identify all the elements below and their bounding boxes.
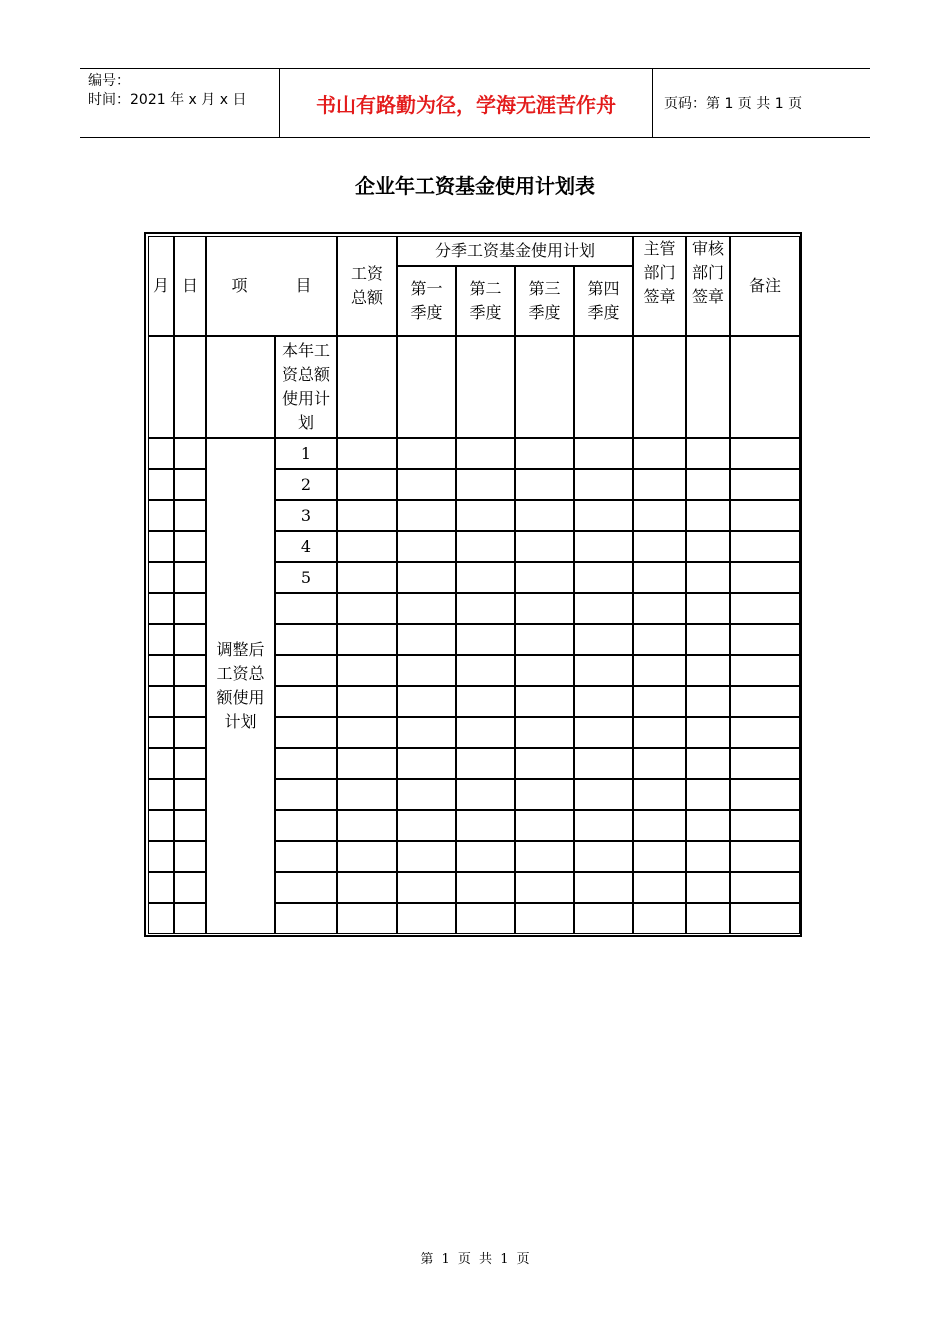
q3-cell [515, 841, 574, 872]
total-cell [337, 748, 397, 779]
month-cell [148, 717, 174, 748]
dept-sign-cell [633, 562, 686, 593]
q4-cell [574, 469, 633, 500]
q1-cell [397, 841, 456, 872]
audit-sign-cell [686, 500, 730, 531]
dept-sign-cell [633, 841, 686, 872]
q4-cell [574, 748, 633, 779]
audit-sign-cell [686, 593, 730, 624]
audit-sign-cell [686, 748, 730, 779]
q3-cell [515, 810, 574, 841]
q1-cell [397, 779, 456, 810]
audit-sign-cell [686, 624, 730, 655]
remarks-cell [730, 438, 800, 469]
month-cell [148, 841, 174, 872]
dept-sign-cell [633, 531, 686, 562]
q3-cell [515, 717, 574, 748]
item-header-a: 项 [231, 276, 248, 295]
q2-cell [456, 500, 515, 531]
remarks-cell [730, 469, 800, 500]
remarks-cell [730, 717, 800, 748]
cell [397, 336, 456, 438]
dept-sign-cell [633, 748, 686, 779]
row-number: 5 [275, 562, 337, 593]
cell [515, 336, 574, 438]
row-number [275, 810, 337, 841]
dept-sign-cell [633, 655, 686, 686]
q3-cell [515, 872, 574, 903]
cell [174, 336, 206, 438]
remarks-cell [730, 531, 800, 562]
day-header: 日 [174, 236, 206, 336]
total-cell [337, 438, 397, 469]
remarks-cell [730, 655, 800, 686]
audit-sign-cell [686, 562, 730, 593]
cell [633, 336, 686, 438]
remarks-cell [730, 810, 800, 841]
total-cell [337, 779, 397, 810]
plan-table [148, 236, 800, 934]
q3-cell [515, 469, 574, 500]
cell [686, 336, 730, 438]
total-cell [337, 717, 397, 748]
remarks-cell [730, 562, 800, 593]
remarks-cell [730, 593, 800, 624]
row-number [275, 717, 337, 748]
plan-table-frame [144, 232, 802, 937]
q1-cell [397, 655, 456, 686]
row-number: 2 [275, 469, 337, 500]
remarks-cell [730, 686, 800, 717]
month-cell [148, 562, 174, 593]
day-cell [174, 438, 206, 469]
q4-cell [574, 624, 633, 655]
remarks-header: 备注 [730, 236, 800, 336]
cell [730, 336, 800, 438]
audit-sign-cell [686, 810, 730, 841]
q4-cell [574, 562, 633, 593]
total-cell [337, 500, 397, 531]
month-cell [148, 872, 174, 903]
cell [337, 336, 397, 438]
month-cell [148, 903, 174, 934]
q2-cell [456, 531, 515, 562]
day-cell [174, 469, 206, 500]
dept-sign-header: 主管部门签章 [633, 236, 686, 336]
q1-cell [397, 531, 456, 562]
row-number [275, 903, 337, 934]
q2-header: 第二季度 [456, 266, 515, 336]
month-cell [148, 469, 174, 500]
table-row [148, 438, 800, 469]
month-cell [148, 810, 174, 841]
total-cell [337, 903, 397, 934]
remarks-cell [730, 779, 800, 810]
q3-cell [515, 686, 574, 717]
dept-sign-cell [633, 779, 686, 810]
month-cell [148, 531, 174, 562]
remarks-cell [730, 500, 800, 531]
q1-cell [397, 872, 456, 903]
audit-sign-cell [686, 469, 730, 500]
q2-cell [456, 686, 515, 717]
day-cell [174, 903, 206, 934]
adjusted-plan-label: 调整后工资总额使用计划 [206, 438, 275, 934]
month-cell [148, 779, 174, 810]
month-cell [148, 500, 174, 531]
motto: 书山有路勤为径，学海无涯苦作舟 [280, 69, 653, 137]
row-number [275, 624, 337, 655]
month-cell [148, 686, 174, 717]
audit-sign-cell [686, 531, 730, 562]
q1-cell [397, 469, 456, 500]
audit-sign-cell [686, 655, 730, 686]
day-cell [174, 624, 206, 655]
q1-header: 第一季度 [397, 266, 456, 336]
q3-cell [515, 655, 574, 686]
day-cell [174, 748, 206, 779]
cell [574, 336, 633, 438]
total-cell [337, 872, 397, 903]
cell [456, 336, 515, 438]
q3-cell [515, 593, 574, 624]
q4-cell [574, 531, 633, 562]
total-cell [337, 531, 397, 562]
row-number: 1 [275, 438, 337, 469]
q4-cell [574, 872, 633, 903]
total-cell [337, 469, 397, 500]
header-meta [80, 69, 280, 137]
row-number: 3 [275, 500, 337, 531]
q3-header: 第三季度 [515, 266, 574, 336]
header-row-1 [148, 236, 800, 266]
total-cell [337, 810, 397, 841]
row-number: 4 [275, 531, 337, 562]
total-cell [337, 655, 397, 686]
q3-cell [515, 903, 574, 934]
q1-cell [397, 624, 456, 655]
q1-cell [397, 686, 456, 717]
remarks-cell [730, 903, 800, 934]
remarks-cell [730, 872, 800, 903]
day-cell [174, 872, 206, 903]
remarks-cell [730, 624, 800, 655]
row-number [275, 686, 337, 717]
q4-cell [574, 686, 633, 717]
document-header [80, 68, 870, 138]
q4-cell [574, 810, 633, 841]
item-header-b: 目 [295, 276, 312, 295]
row-number [275, 655, 337, 686]
q3-cell [515, 624, 574, 655]
q4-cell [574, 500, 633, 531]
total-cell [337, 841, 397, 872]
dept-sign-cell [633, 903, 686, 934]
q1-cell [397, 810, 456, 841]
q1-cell [397, 717, 456, 748]
q3-cell [515, 562, 574, 593]
q2-cell [456, 903, 515, 934]
month-cell [148, 593, 174, 624]
month-cell [148, 748, 174, 779]
day-cell [174, 593, 206, 624]
month-cell [148, 655, 174, 686]
row-number [275, 872, 337, 903]
dept-sign-cell [633, 686, 686, 717]
quarterly-group-header: 分季工资基金使用计划 [397, 236, 633, 266]
q2-cell [456, 841, 515, 872]
cell [148, 336, 174, 438]
q4-cell [574, 903, 633, 934]
dept-sign-cell [633, 872, 686, 903]
total-header: 工资总额 [337, 236, 397, 336]
q2-cell [456, 593, 515, 624]
q4-header: 第四季度 [574, 266, 633, 336]
row-number [275, 748, 337, 779]
audit-sign-cell [686, 779, 730, 810]
audit-sign-cell [686, 872, 730, 903]
page-footer: 第 1 页 共 1 页 [420, 1252, 530, 1267]
month-header: 月 [148, 236, 174, 336]
audit-sign-cell [686, 903, 730, 934]
audit-sign-cell [686, 438, 730, 469]
day-cell [174, 717, 206, 748]
day-cell [174, 841, 206, 872]
q2-cell [456, 562, 515, 593]
dept-sign-cell [633, 717, 686, 748]
audit-sign-cell [686, 717, 730, 748]
dept-sign-cell [633, 438, 686, 469]
q1-cell [397, 593, 456, 624]
page-info: 页码：第 1 页 共 1 页 [664, 96, 803, 112]
day-cell [174, 500, 206, 531]
total-cell [337, 686, 397, 717]
day-cell [174, 531, 206, 562]
q1-cell [397, 438, 456, 469]
total-cell [337, 593, 397, 624]
row-number [275, 779, 337, 810]
q4-cell [574, 438, 633, 469]
q1-cell [397, 562, 456, 593]
q1-cell [397, 903, 456, 934]
annual-plan-row [148, 336, 800, 438]
remarks-cell [730, 841, 800, 872]
q3-cell [515, 500, 574, 531]
day-cell [174, 562, 206, 593]
audit-sign-header: 审核部门签章 [686, 236, 730, 336]
day-cell [174, 779, 206, 810]
q1-cell [397, 748, 456, 779]
q4-cell [574, 593, 633, 624]
month-cell [148, 624, 174, 655]
dept-sign-cell [633, 810, 686, 841]
q3-cell [515, 438, 574, 469]
q2-cell [456, 438, 515, 469]
q2-cell [456, 872, 515, 903]
q4-cell [574, 779, 633, 810]
row-number [275, 841, 337, 872]
dept-sign-cell [633, 469, 686, 500]
q2-cell [456, 624, 515, 655]
q2-cell [456, 469, 515, 500]
q3-cell [515, 531, 574, 562]
item-header [206, 236, 337, 336]
q2-cell [456, 810, 515, 841]
time-label: 时间：2021 年 x 月 x 日 [88, 92, 247, 108]
day-cell [174, 810, 206, 841]
q3-cell [515, 779, 574, 810]
q4-cell [574, 841, 633, 872]
page-title: 企业年工资基金使用计划表 [355, 174, 595, 198]
day-cell [174, 686, 206, 717]
audit-sign-cell [686, 841, 730, 872]
q1-cell [397, 500, 456, 531]
dept-sign-cell [633, 624, 686, 655]
q2-cell [456, 717, 515, 748]
cell [206, 336, 275, 438]
total-cell [337, 562, 397, 593]
q2-cell [456, 748, 515, 779]
month-cell [148, 438, 174, 469]
q2-cell [456, 655, 515, 686]
q3-cell [515, 748, 574, 779]
q2-cell [456, 779, 515, 810]
q4-cell [574, 655, 633, 686]
day-cell [174, 655, 206, 686]
q4-cell [574, 717, 633, 748]
annual-plan-label: 本年工资总额使用计划 [275, 336, 337, 438]
dept-sign-cell [633, 500, 686, 531]
row-number [275, 593, 337, 624]
number-label: 编号： [88, 73, 130, 89]
remarks-cell [730, 748, 800, 779]
dept-sign-cell [633, 593, 686, 624]
total-cell [337, 624, 397, 655]
audit-sign-cell [686, 686, 730, 717]
